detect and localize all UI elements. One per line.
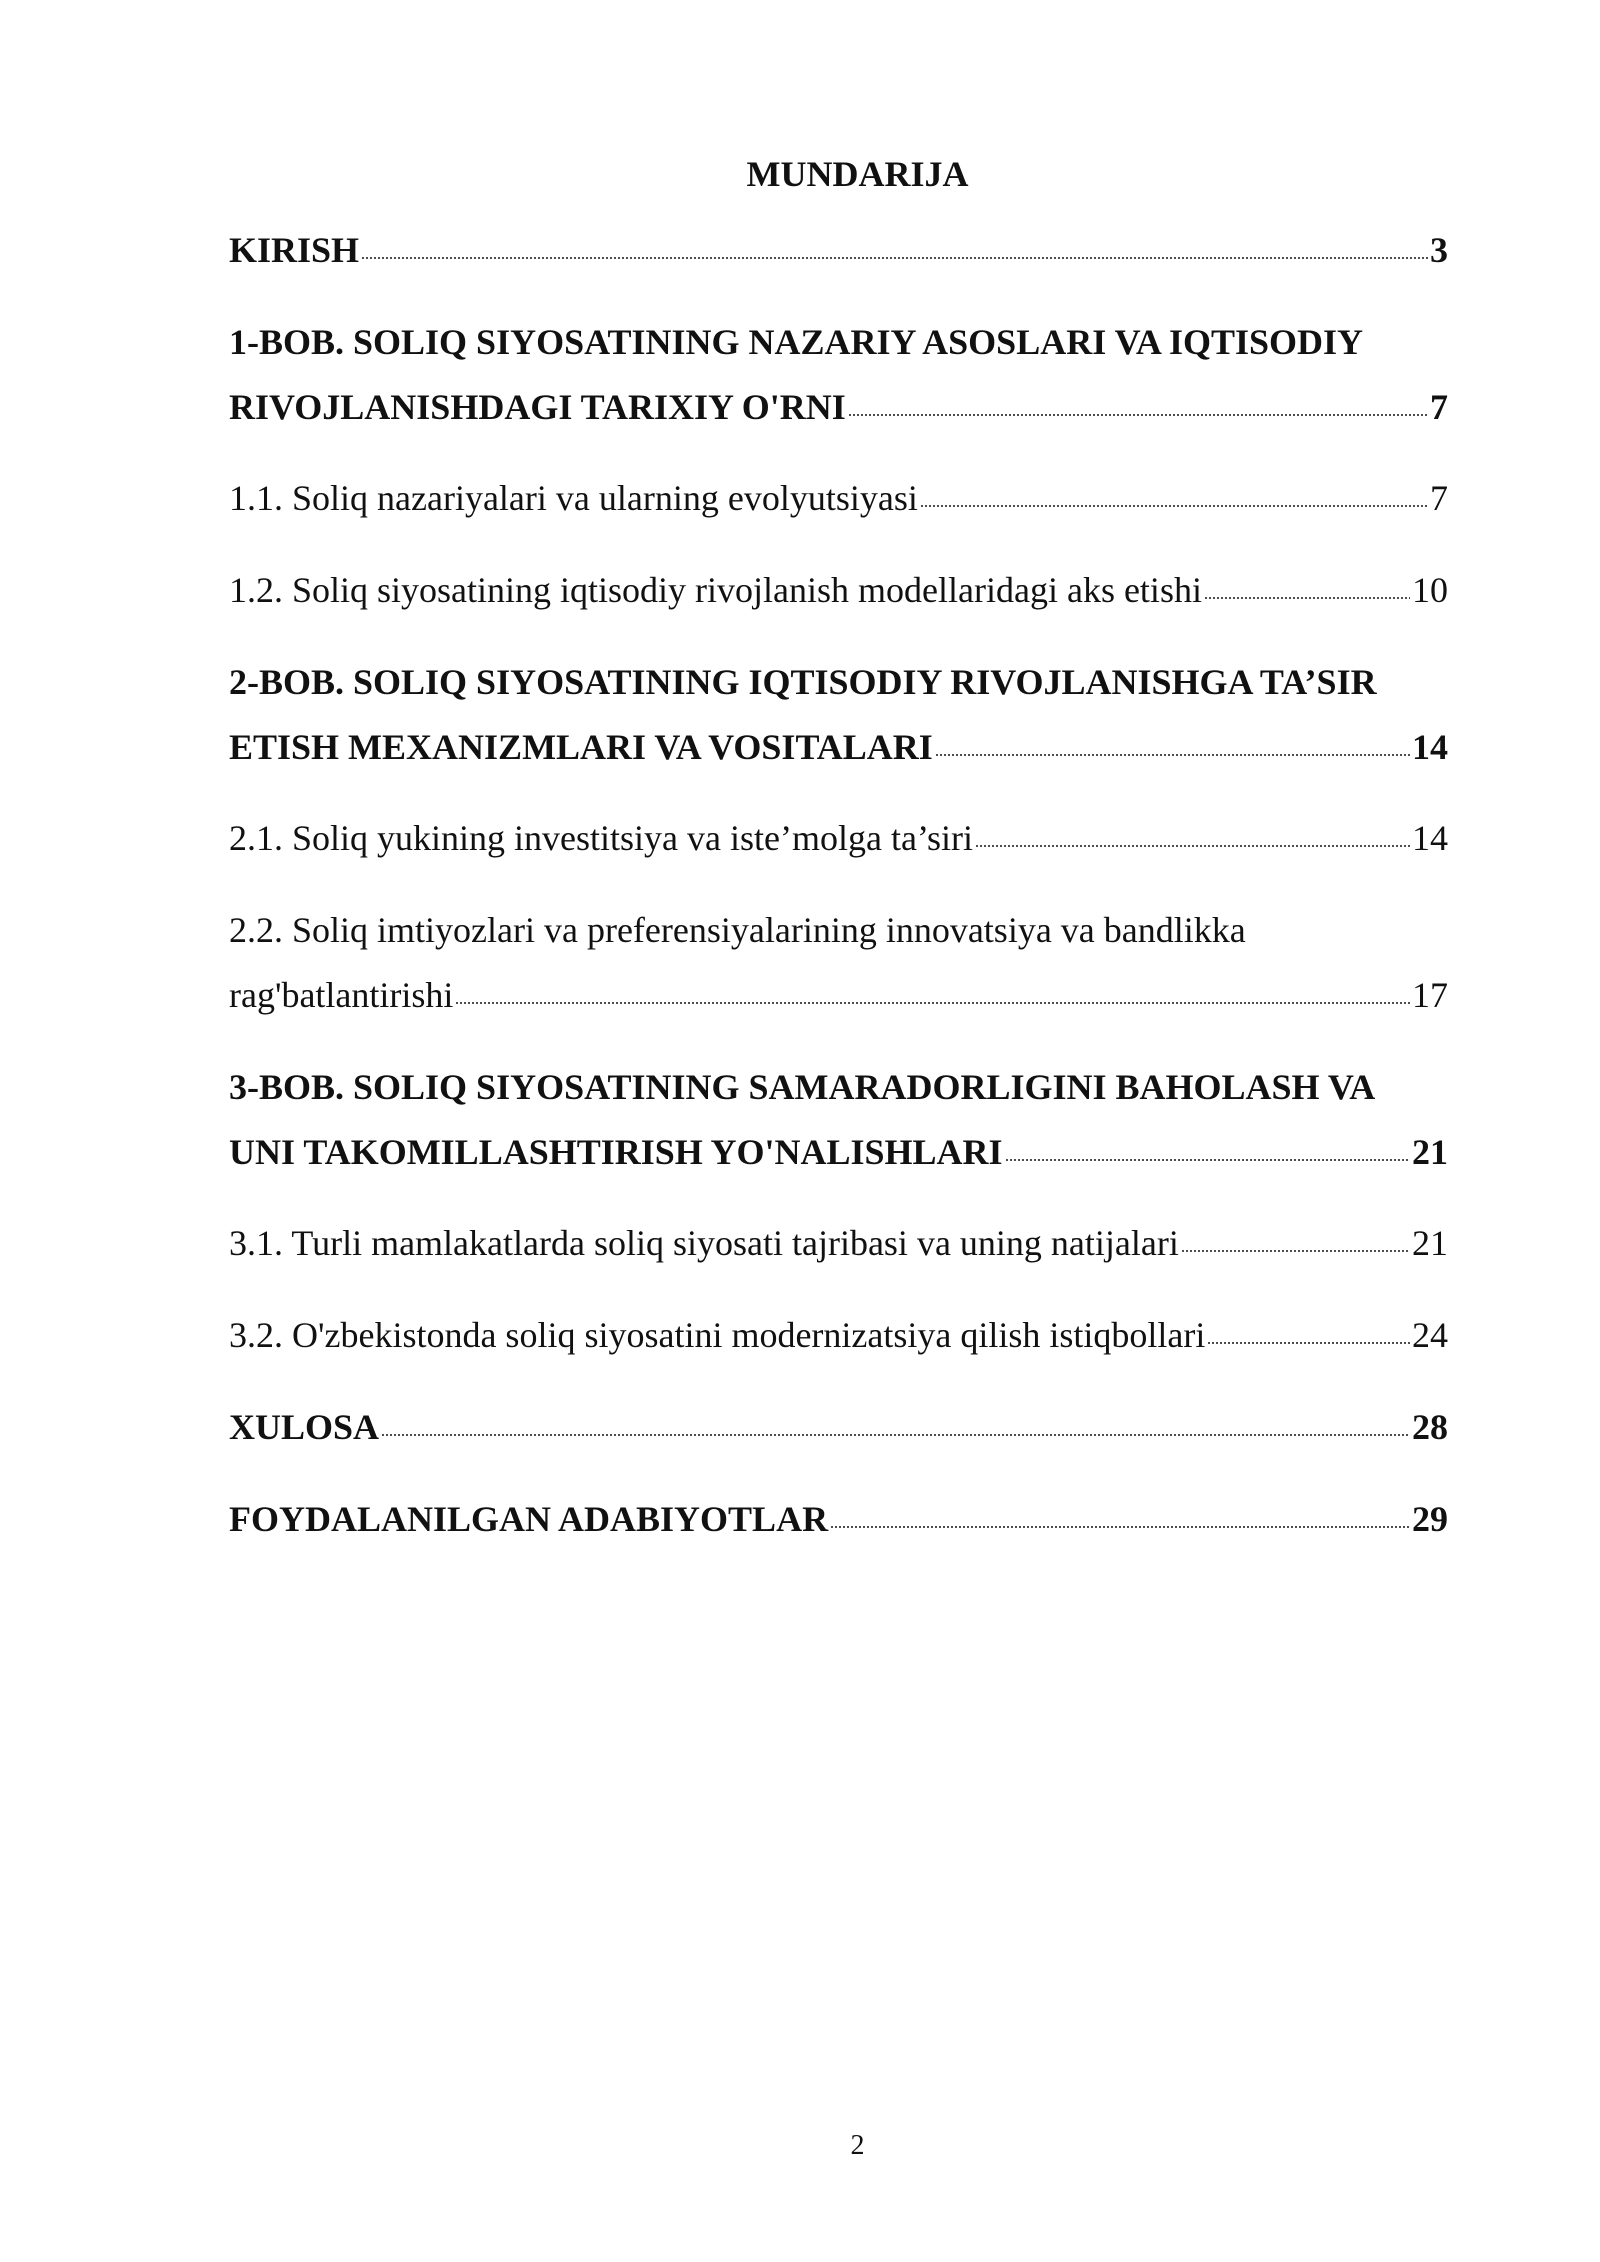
toc-entry-chapter-2[interactable] — [229, 650, 1448, 780]
dot-leader — [935, 753, 1410, 757]
toc-entry-chapter-1[interactable] — [229, 310, 1448, 440]
toc-page-number: 21 — [1412, 1132, 1448, 1172]
toc-page-number: 21 — [1412, 1223, 1448, 1263]
toc-page-number: 29 — [1412, 1499, 1448, 1539]
toc-entry-title-line-2: ETISH MEXANIZMLARI VA VOSITALARI — [229, 727, 933, 767]
toc-page-number: 10 — [1412, 570, 1448, 610]
dot-leader — [1204, 596, 1410, 600]
toc-entry-section-2-2[interactable] — [229, 898, 1448, 1028]
toc-entry-title: KIRISH — [229, 230, 360, 270]
toc-entry-title-line-1: 2.2. Soliq imtiyozlari va preferensiyalarining innovatsiya va bandlikka — [229, 910, 1246, 950]
toc-entry-section-1-1[interactable] — [229, 466, 1448, 531]
page-number-footer: 2 — [850, 2130, 865, 2161]
dot-leader — [1181, 1249, 1410, 1253]
toc-entry-kirish[interactable] — [229, 218, 1448, 283]
toc-page-number: 7 — [1430, 387, 1448, 427]
toc-entry-title: 1.2. Soliq siyosatining iqtisodiy rivojlanish modellaridagi aks etishi — [229, 570, 1202, 610]
dot-leader — [455, 1001, 1410, 1005]
toc-entry-title: 3.1. Turli mamlakatlarda soliq siyosati tajribasi va uning natijalari — [229, 1223, 1179, 1263]
toc-entry-title-line-2: UNI TAKOMILLASHTIRISH YO'NALISHLARI — [229, 1132, 1003, 1172]
toc-page-number: 14 — [1412, 818, 1448, 858]
dot-leader — [1005, 1158, 1410, 1162]
toc-entry-section-3-2[interactable] — [229, 1303, 1448, 1368]
toc-entry-title: 3.2. O'zbekistonda soliq siyosatini modernizatsiya qilish istiqbollari — [229, 1315, 1206, 1355]
dot-leader — [830, 1525, 1410, 1529]
dot-leader — [975, 844, 1410, 848]
toc-page-number: 17 — [1412, 975, 1448, 1015]
dot-leader — [848, 413, 1428, 417]
dot-leader — [381, 1433, 1410, 1437]
toc-entry-references[interactable] — [229, 1487, 1448, 1552]
toc-entry-title-line-1: 2-BOB. SOLIQ SIYOSATINING IQTISODIY RIVOJLANISHGA TA’SIR — [229, 662, 1377, 702]
toc-entry-section-1-2[interactable] — [229, 558, 1448, 623]
toc-page-number: 14 — [1412, 727, 1448, 767]
toc-entry-title-line-2: RIVOJLANISHDAGI TARIXIY O'RNI — [229, 387, 846, 427]
toc-entry-title-line-1: 1-BOB. SOLIQ SIYOSATINING NAZARIY ASOSLARI VA IQTISODIY — [229, 322, 1363, 362]
toc-entry-title-line-2: rag'batlantirishi — [229, 975, 454, 1015]
toc-page-number: 24 — [1412, 1315, 1448, 1355]
toc-entry-xulosa[interactable] — [229, 1395, 1448, 1460]
toc-page-number: 7 — [1430, 478, 1448, 518]
toc-entry-title: 1.1. Soliq nazariyalari va ularning evolyutsiyasi — [229, 478, 918, 518]
page-title: MUNDARIJA — [746, 154, 969, 194]
toc-page-number: 3 — [1430, 230, 1448, 270]
dot-leader — [1207, 1341, 1410, 1345]
toc-entry-title-line-1: 3-BOB. SOLIQ SIYOSATINING SAMARADORLIGINI BAHOLASH VA — [229, 1067, 1376, 1107]
toc-page-number: 28 — [1412, 1407, 1448, 1447]
toc-entry-title: XULOSA — [229, 1407, 380, 1447]
toc-entry-section-2-1[interactable] — [229, 806, 1448, 871]
dot-leader — [361, 256, 1428, 260]
toc-entry-section-3-1[interactable] — [229, 1211, 1448, 1276]
dot-leader — [920, 504, 1428, 508]
toc-entry-title: FOYDALANILGAN ADABIYOTLAR — [229, 1499, 829, 1539]
toc-entry-title: 2.1. Soliq yukining investitsiya va iste’molga ta’siri — [229, 818, 973, 858]
toc-entry-chapter-3[interactable] — [229, 1055, 1448, 1185]
